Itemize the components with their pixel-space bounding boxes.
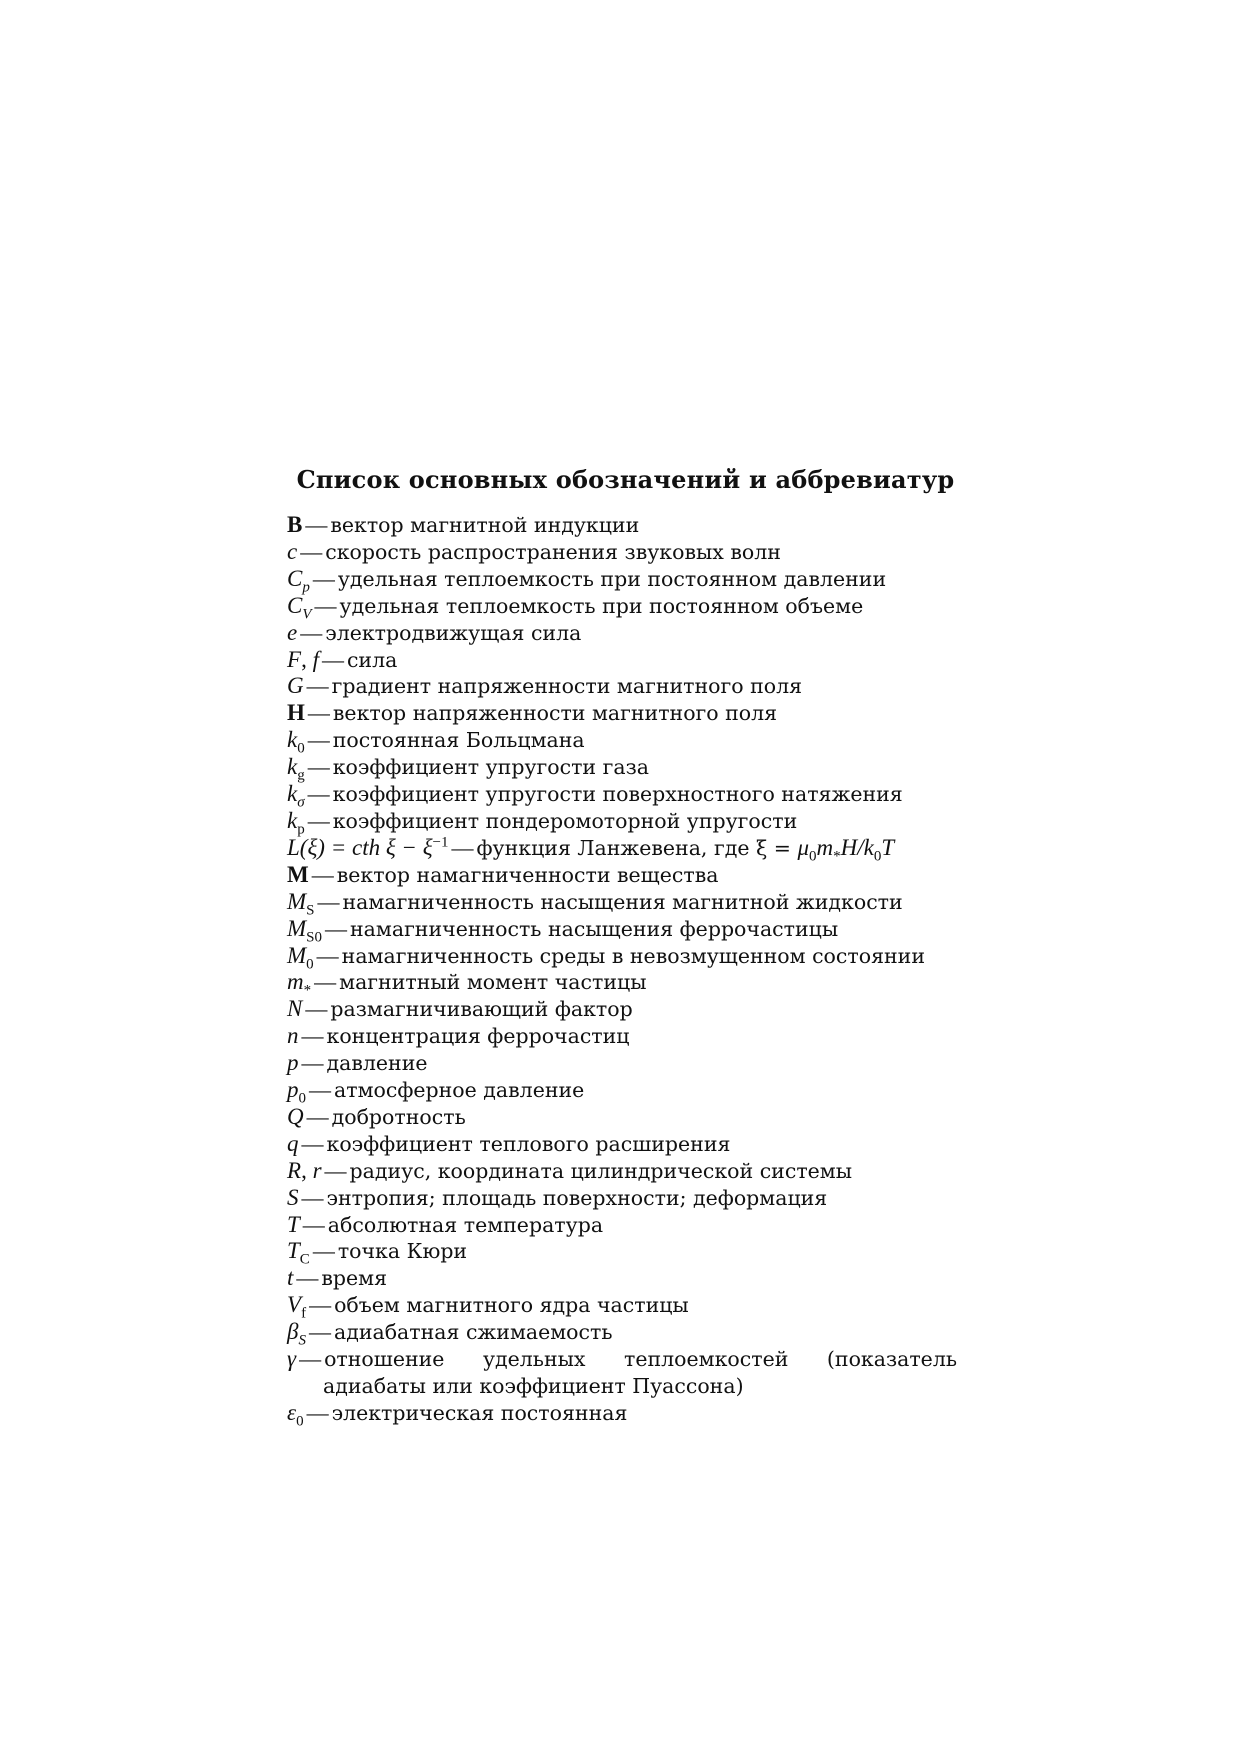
symbol: c <box>287 538 298 564</box>
symbol: N <box>287 996 303 1022</box>
symbol: q <box>287 1130 299 1156</box>
description: коэффициент упругости газа <box>332 755 649 780</box>
separator: , <box>301 1157 313 1183</box>
dash: — <box>451 834 474 860</box>
notation-entry-MS <box>287 888 957 919</box>
symbol: p <box>287 1077 299 1103</box>
notation-entry-p <box>287 1050 957 1077</box>
description: электродвижущая сила <box>325 620 582 645</box>
notation-entry-kg <box>287 754 957 784</box>
dash: — <box>324 1157 347 1183</box>
notation-entry-p0 <box>287 1077 957 1107</box>
dash: — <box>301 1023 324 1049</box>
symbol: e <box>287 619 298 645</box>
formula-t: T <box>881 834 895 860</box>
dash: — <box>300 538 323 564</box>
notation-entry-T <box>287 1212 957 1239</box>
dash: — <box>317 888 340 914</box>
symbol: γ <box>287 1346 297 1372</box>
dash: — <box>307 754 330 780</box>
description: коэффициент пондеромоторной упругости <box>332 808 798 833</box>
description: удельная теплоемкость при постоянном объеме <box>339 593 864 618</box>
description: абсолютная температура <box>327 1212 604 1237</box>
description: давление <box>326 1051 428 1076</box>
notation-entry-c <box>287 539 957 566</box>
symbol-2: r <box>312 1157 322 1183</box>
description: намагниченность среды в невозмущенном состоянии <box>341 943 925 968</box>
subscript: V <box>302 606 312 623</box>
subscript: 0 <box>306 956 314 973</box>
formula-mu: μ <box>797 834 810 860</box>
description: градиент напряженности магнитного поля <box>331 674 803 699</box>
symbol: M <box>287 861 309 887</box>
description: вектор намагниченности вещества <box>336 862 719 887</box>
symbol: k <box>287 727 298 753</box>
description: коэффициент теплового расширения <box>326 1131 731 1156</box>
dash: — <box>296 1265 319 1291</box>
description: функция Ланжевена, где ξ = <box>476 835 798 860</box>
symbol: t <box>287 1265 294 1291</box>
dash: — <box>308 1319 331 1345</box>
subscript: 0 <box>298 1090 306 1107</box>
subscript: σ <box>297 794 305 811</box>
dash: — <box>301 1130 324 1156</box>
langevin-formula: L(ξ) = cth ξ − ξ <box>287 834 433 860</box>
notation-entry-Vf <box>287 1292 957 1322</box>
notation-entry-Cp <box>287 565 957 596</box>
notation-entry-M0 <box>287 942 957 973</box>
dash: — <box>307 727 330 753</box>
description: электрическая постоянная <box>331 1400 628 1425</box>
symbol: β <box>287 1319 299 1345</box>
symbol: R <box>287 1157 302 1183</box>
notation-entry-t <box>287 1265 957 1292</box>
description: вектор магнитной индукции <box>330 513 640 537</box>
dash: — <box>307 700 330 726</box>
dash: — <box>305 996 328 1022</box>
symbol: V <box>287 1292 302 1318</box>
symbol: T <box>287 1238 300 1264</box>
symbol: C <box>287 565 303 591</box>
description: намагниченность насыщения феррочастицы <box>350 916 839 941</box>
symbol: T <box>287 1211 300 1237</box>
dash: — <box>301 1050 324 1076</box>
notation-entry-G <box>287 673 957 700</box>
dash: — <box>314 969 337 995</box>
symbol: k <box>287 781 298 807</box>
symbol: M <box>287 888 307 914</box>
subscript: C <box>299 1252 310 1269</box>
subscript: f <box>301 1305 307 1322</box>
description: коэффициент упругости поверхностного натяжения <box>332 782 903 807</box>
dash: — <box>306 1103 329 1129</box>
description: радиус, координата цилиндрической системы <box>349 1158 853 1183</box>
subscript: 0 <box>296 1413 304 1430</box>
description: объем магнитного ядра частицы <box>334 1293 689 1318</box>
description: удельная теплоемкость при постоянном давлении <box>337 566 887 591</box>
subscript: 0 <box>873 848 882 865</box>
symbol: k <box>287 807 298 833</box>
description: отношение удельных теплоемкостей (показатель адиабаты или коэффициент Пуассона) <box>323 1347 957 1398</box>
notation-entry-e <box>287 620 957 647</box>
dash: — <box>309 1077 331 1103</box>
dash: — <box>321 646 344 672</box>
dash: — <box>306 673 329 699</box>
description: вектор напряженности магнитного поля <box>332 701 778 726</box>
description: точка Кюри <box>337 1239 468 1264</box>
dash: — <box>316 942 339 968</box>
dash: — <box>307 781 330 807</box>
dash: — <box>311 861 334 887</box>
notation-entry-CV <box>287 592 957 623</box>
dash: — <box>301 1184 324 1210</box>
description: энтропия; площадь поверхности; деформация <box>326 1185 828 1210</box>
notation-entry-langevin <box>287 834 957 865</box>
notation-entry-B <box>287 512 957 539</box>
symbol: p <box>287 1050 299 1076</box>
dash: — <box>299 1346 322 1372</box>
notation-entry-N <box>287 996 957 1023</box>
subscript: S <box>306 902 315 919</box>
subscript: S <box>298 1332 306 1349</box>
description: магнитный момент частицы <box>339 970 647 995</box>
symbol: Q <box>287 1103 304 1129</box>
dash: — <box>305 512 328 537</box>
description: время <box>321 1266 388 1291</box>
formula-m: m <box>816 834 834 860</box>
symbol: H <box>287 700 305 726</box>
dash: — <box>307 807 330 833</box>
notation-list <box>287 512 957 1430</box>
description: намагниченность насыщения магнитной жидкости <box>342 889 903 914</box>
separator: , <box>301 646 313 672</box>
description: сила <box>346 647 398 672</box>
subscript: 0 <box>809 848 817 865</box>
subscript: p <box>302 579 310 596</box>
notation-entry-Q <box>287 1104 957 1131</box>
notation-entry-Ff <box>287 647 957 674</box>
dash: — <box>300 619 323 645</box>
symbol: ε <box>287 1399 297 1425</box>
notation-entry-MS0 <box>287 915 957 946</box>
dash: — <box>312 1238 335 1264</box>
description: добротность <box>331 1104 466 1129</box>
notation-entry-gamma <box>287 1346 957 1400</box>
notation-entry-k0 <box>287 727 957 757</box>
description: размагничивающий фактор <box>330 997 633 1022</box>
symbol: G <box>287 673 304 699</box>
description: концентрация феррочастиц <box>326 1024 630 1049</box>
dash: — <box>309 1292 332 1318</box>
symbol: n <box>287 1023 299 1049</box>
notation-entry-q <box>287 1131 957 1158</box>
notation-entry-eps0 <box>287 1399 957 1430</box>
notation-entry-n <box>287 1023 957 1050</box>
symbol: C <box>287 592 303 618</box>
notation-entry-H <box>287 700 957 727</box>
subscript: * <box>833 848 841 865</box>
dash: — <box>312 565 335 591</box>
notation-entry-betaS <box>287 1319 957 1349</box>
exponent: −1 <box>432 834 449 851</box>
formula-h-over-k: H/k <box>840 834 874 860</box>
notation-entry-ksigma <box>287 781 957 811</box>
symbol: M <box>287 942 307 968</box>
notation-entry-kp <box>287 807 957 838</box>
subscript: p <box>297 821 305 838</box>
notation-entry-M <box>287 862 957 889</box>
dash: — <box>325 915 348 941</box>
symbol: M <box>287 915 307 941</box>
subscript: * <box>303 983 312 999</box>
symbol: F <box>287 646 302 672</box>
symbol: k <box>287 754 298 780</box>
notation-entry-mstar <box>287 969 957 999</box>
description: атмосферное давление <box>334 1078 585 1103</box>
symbol: m <box>287 969 304 995</box>
subscript: g <box>297 767 305 784</box>
subscript: S0 <box>306 929 323 946</box>
notation-entry-Rr <box>287 1158 957 1185</box>
dash: — <box>314 592 337 618</box>
symbol: S <box>287 1184 299 1210</box>
description: адиабатная сжимаемость <box>333 1320 613 1345</box>
page-title: Список основных обозначений и аббревиатур <box>296 465 955 495</box>
symbol: B <box>287 512 303 537</box>
symbol-2: f <box>312 646 319 672</box>
dash: — <box>306 1399 329 1425</box>
description: скорость распространения звуковых волн <box>325 539 781 564</box>
notation-entry-S <box>287 1185 957 1212</box>
notation-entry-TC <box>287 1238 957 1269</box>
subscript: 0 <box>297 740 305 757</box>
description: постоянная Больцмана <box>332 728 585 753</box>
dash: — <box>302 1211 325 1237</box>
